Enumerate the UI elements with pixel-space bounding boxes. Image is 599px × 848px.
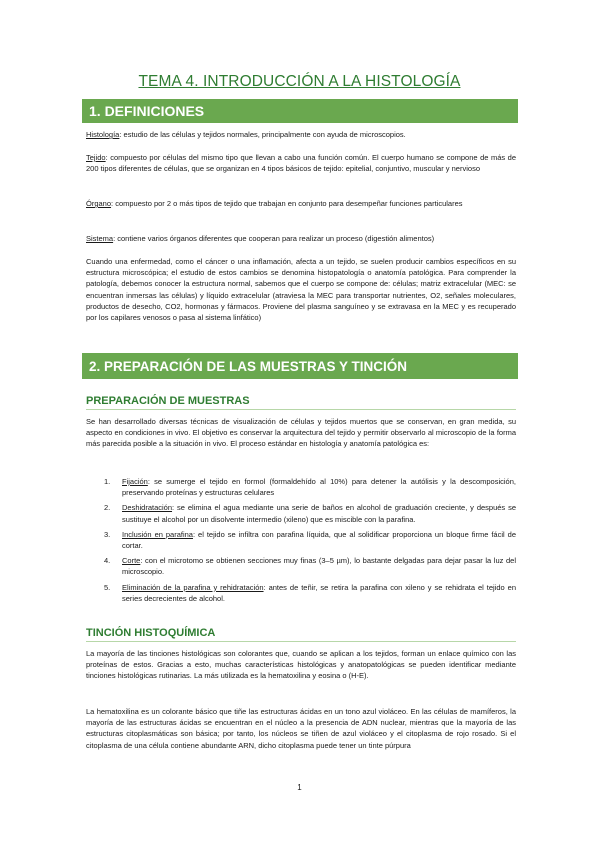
definition-term: Tejido [86,153,106,162]
subsection-heading-tincion: TINCIÓN HISTOQUÍMICA [86,627,516,642]
definition-term: Histología [86,130,120,139]
definition-term: Sistema [86,234,114,243]
body-paragraph: Cuando una enfermedad, como el cáncer o una inflamación, afecta a un tejido, se suelen producir cambios específicos en su estructura microscópica; el estudio de estos cambios se denomina histopatología o anatomía patológica. Para comprender la patología, debemos conocer la estructura normal, sabemos que el cuerpo se compone de: células; matriz extracelular (MEC: se encuentran inmersas las células) y líquido extracelular (atraviesa la MEC para transportar nutrientes, O2, señales moleculares, productos de desecho, CO2, hormonas y fármacos. Proviene del plasma sanguíneo y se extravasa en la MEC y es recuperado por los capilares venosos o pasa al sistema linfático) [86,257,516,323]
definition-text: : estudio de las células y tejidos normales, principalmente con ayuda de microscopios. [119,130,406,139]
body-paragraph: La mayoría de las tinciones histológicas son colorantes que, cuando se aplican a los tejidos, forman un enlace químico con las proteínas de estos. Gracias a esto, muchas características histológicas y anatopatológicas se pueden identificar mediante tinciones histológicas rutinarias. La más utilizada es la hematoxilina y eosina o (H-E). [86,649,516,681]
body-paragraph: La hematoxilina es un colorante básico que tiñe las estructuras ácidas en un tono azul violáceo. En las células de mamíferos, la mayoría de las estructuras ácidas se encuentran en el núcleo a la presencia de ADN nuclear, mientras que la mayoría de las estructuras citoplasmáticas son básica; por tanto, los núcleos se tiñen de azul violáceo y el citoplasma de rojo rosado. Si el citoplasma de una célula contiene abundante ARN, dicho citoplasma puede tener un tinte púrpura [86,707,516,750]
process-steps-list [100,476,516,608]
step-text: : antes de teñir, se retira la parafina con xileno y se rehidrata el tejido en series decrecientes de alcohol. [122,582,516,603]
section-heading-definiciones: 1. DEFINICIONES [82,99,518,123]
list-number: 4. [104,556,111,566]
definition-histologia [86,129,516,140]
list-number: 2. [104,503,111,513]
definition-text: : contiene varios órganos diferentes que cooperan para realizar un proceso (digestión alimentos) [113,234,435,243]
list-item [100,476,516,498]
definition-sistema [86,233,516,244]
list-item [100,555,516,577]
step-term: Eliminación de la parafina y rehidratación [122,582,264,592]
definition-text: : compuesto por células del mismo tipo que llevan a cabo una función común. El cuerpo humano se compone de más de 200 tipos diferentes de células, que se organizan en 4 tipos básicos de tejido: epitelial, conjuntivo, muscular y nervioso [86,153,516,174]
step-text: : se elimina el agua mediante una serie de baños en alcohol de graduación creciente, y después se sustituye el alcohol por un disolvente intermedio (xileno) que es miscible con la parafina. [122,503,516,524]
list-item [100,502,516,524]
step-text: : se sumerge el tejido en formol (formaldehído al 10%) para detener la autólisis y la descomposición, preservando proteínas y estructuras celulares [122,477,516,498]
definition-text: : compuesto por 2 o más tipos de tejido que trabajan en conjunto para desempeñar funciones particulares [111,199,463,208]
list-item [100,529,516,551]
step-term: Deshidratación [122,503,173,513]
section-heading-preparacion: 2. PREPARACIÓN DE LAS MUESTRAS Y TINCIÓN [82,353,518,379]
step-term: Corte [122,556,141,566]
list-number: 3. [104,529,111,539]
page-number: 1 [297,783,302,792]
step-text: : con el microtomo se obtienen secciones muy finas (3–5 µm), lo bastante delgadas para dejar pasar la luz del microscopio. [122,556,516,577]
page-title: TEMA 4. INTRODUCCIÓN A LA HISTOLOGÍA [138,73,461,90]
subsection-heading-preparacion-muestras: PREPARACIÓN DE MUESTRAS [86,395,516,410]
definition-tejido [86,152,516,174]
definition-organo [86,198,516,209]
list-item [100,582,516,604]
step-term: Inclusión en parafina [122,529,193,539]
step-term: Fijación [122,477,148,486]
list-number: 1. [104,477,111,486]
step-text: : el tejido se infiltra con parafina líquida, que al solidificar proporciona un bloque firme fácil de cortar. [122,529,516,551]
definition-term: Órgano [86,199,112,208]
body-paragraph: Se han desarrollado diversas técnicas de visualización de células y tejidos muertos que se conservan, en gran medida, su aspecto en condiciones in vivo. El objetivo es conservar la arquitectura del tejido y permitir observarlo al microscopio de la forma más parecida posible a la situación in vivo. El proceso estándar en histología y anatomía patológica es: [86,417,516,449]
list-number: 5. [104,582,111,592]
